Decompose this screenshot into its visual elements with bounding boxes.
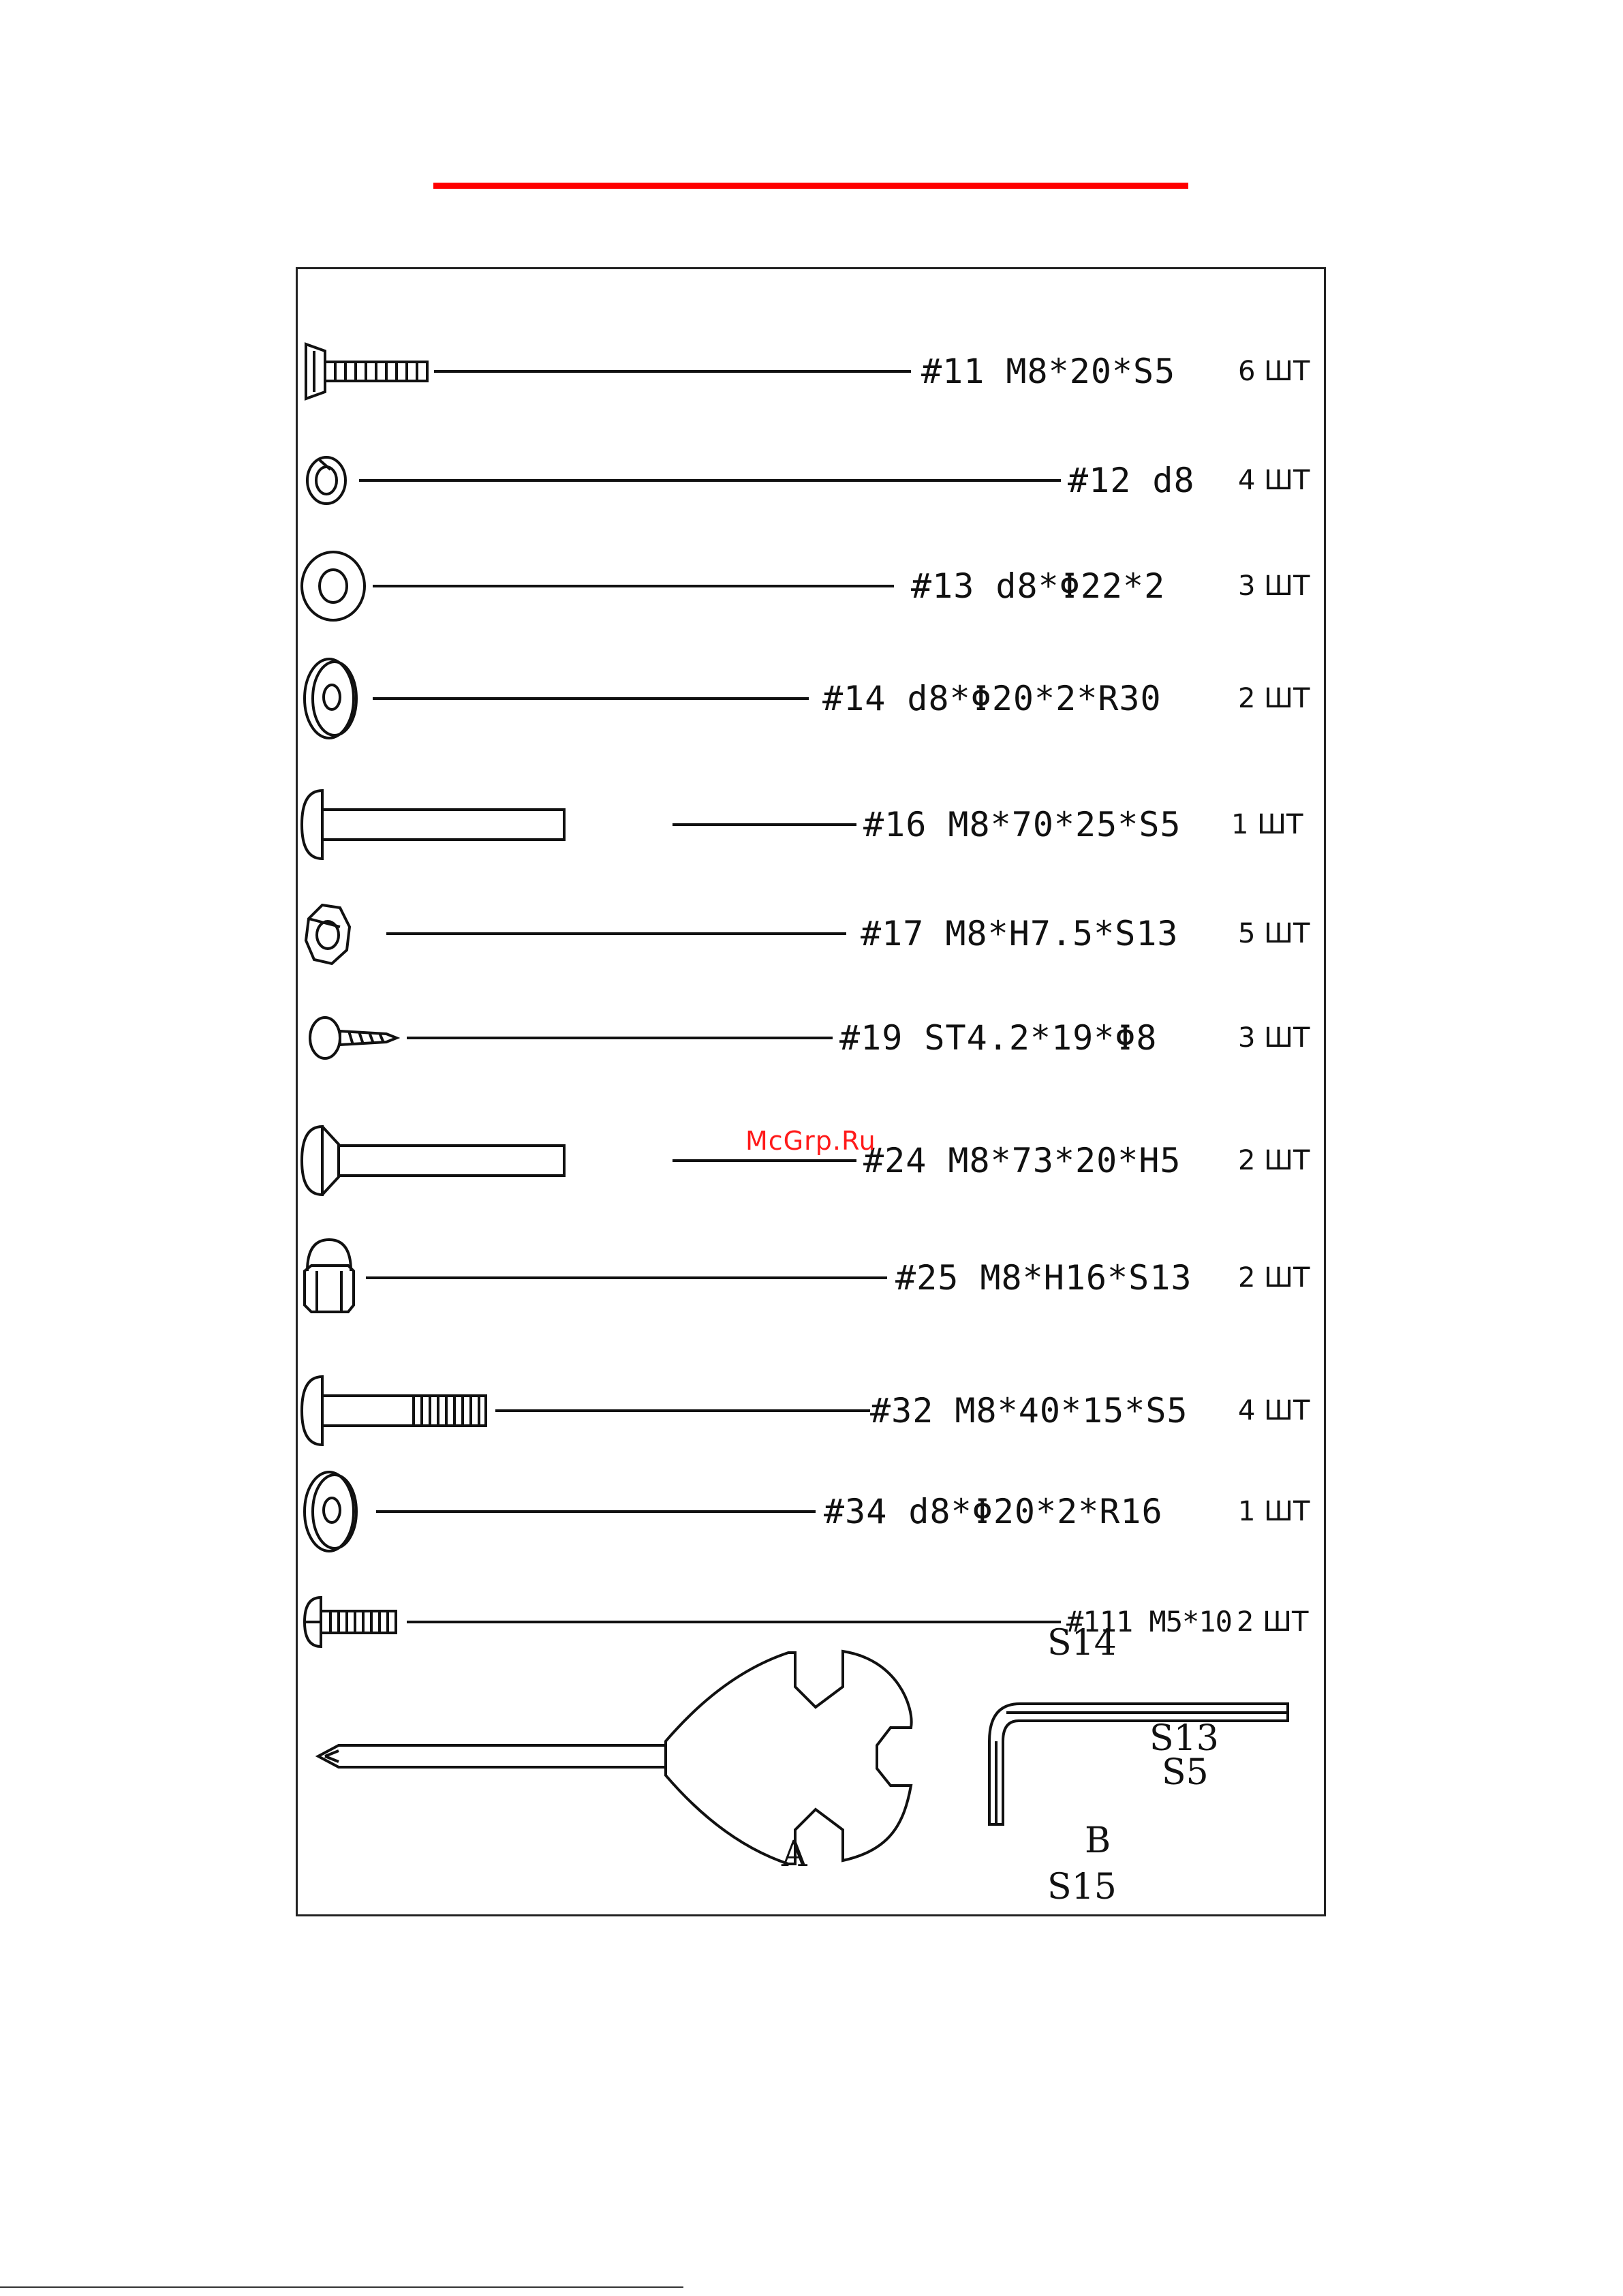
part-quantity: 1 ШТ (1231, 809, 1303, 840)
part-spec: #111 M5*10 (1066, 1605, 1232, 1638)
part-quantity: 2 ШТ (1238, 683, 1310, 714)
part-quantity: 3 ШТ (1238, 570, 1310, 602)
part-row-34 (298, 1471, 1324, 1552)
part-row-32 (298, 1370, 1324, 1452)
part-quantity: 1 ШТ (1238, 1496, 1310, 1527)
part-spec: #14 d8*Φ20*2*R30 (822, 679, 1162, 718)
part-row-12 (298, 440, 1324, 521)
allen-key-label: B (1085, 1820, 1111, 1861)
part-spec: #12 d8 (1068, 461, 1195, 500)
part-spec: #13 d8*Φ22*2 (911, 566, 1166, 606)
part-spec: #19 ST4.2*19*Φ8 (839, 1018, 1158, 1058)
part-quantity: 6 ШТ (1238, 356, 1310, 387)
wrench-size-s15-label: S15 (1047, 1867, 1117, 1908)
part-spec: #11 M8*20*S5 (921, 352, 1176, 391)
parts-panel (296, 267, 1326, 1916)
part-spec: #16 M8*70*25*S5 (863, 805, 1181, 844)
part-row-11 (298, 331, 1324, 412)
wrench-size-s14-label: S14 (1047, 1623, 1117, 1664)
part-spec: #17 M8*H7.5*S13 (861, 914, 1179, 953)
header-rule (433, 183, 1188, 189)
part-quantity: 2 ШТ (1238, 1262, 1310, 1294)
part-spec: #25 M8*H16*S13 (895, 1258, 1192, 1298)
part-quantity: 2 ШТ (1237, 1606, 1309, 1638)
part-row-14 (298, 658, 1324, 739)
part-row-16 (298, 784, 1324, 866)
tools-section (298, 1605, 1324, 1918)
part-spec: #32 M8*40*15*S5 (870, 1391, 1188, 1430)
part-spec: #34 d8*Φ20*2*R16 (824, 1492, 1163, 1531)
part-quantity: 2 ШТ (1238, 1145, 1310, 1176)
allen-key-size-label: S5 (1162, 1752, 1209, 1793)
part-row-13 (298, 545, 1324, 627)
part-row-19 (298, 997, 1324, 1079)
part-row-17 (298, 893, 1324, 975)
part-quantity: 5 ШТ (1238, 918, 1310, 949)
part-quantity: 4 ШТ (1238, 465, 1310, 496)
part-row-25 (298, 1237, 1324, 1319)
part-quantity: 3 ШТ (1238, 1022, 1310, 1054)
multi-tool-label: A (782, 1834, 807, 1875)
footer-rule (0, 2286, 683, 2288)
wrench-size-s13-label: S13 (1149, 1718, 1219, 1759)
watermark: McGrp.Ru (745, 1126, 876, 1156)
part-spec: #24 M8*73*20*H5 (863, 1141, 1181, 1180)
part-quantity: 4 ШТ (1238, 1395, 1310, 1426)
